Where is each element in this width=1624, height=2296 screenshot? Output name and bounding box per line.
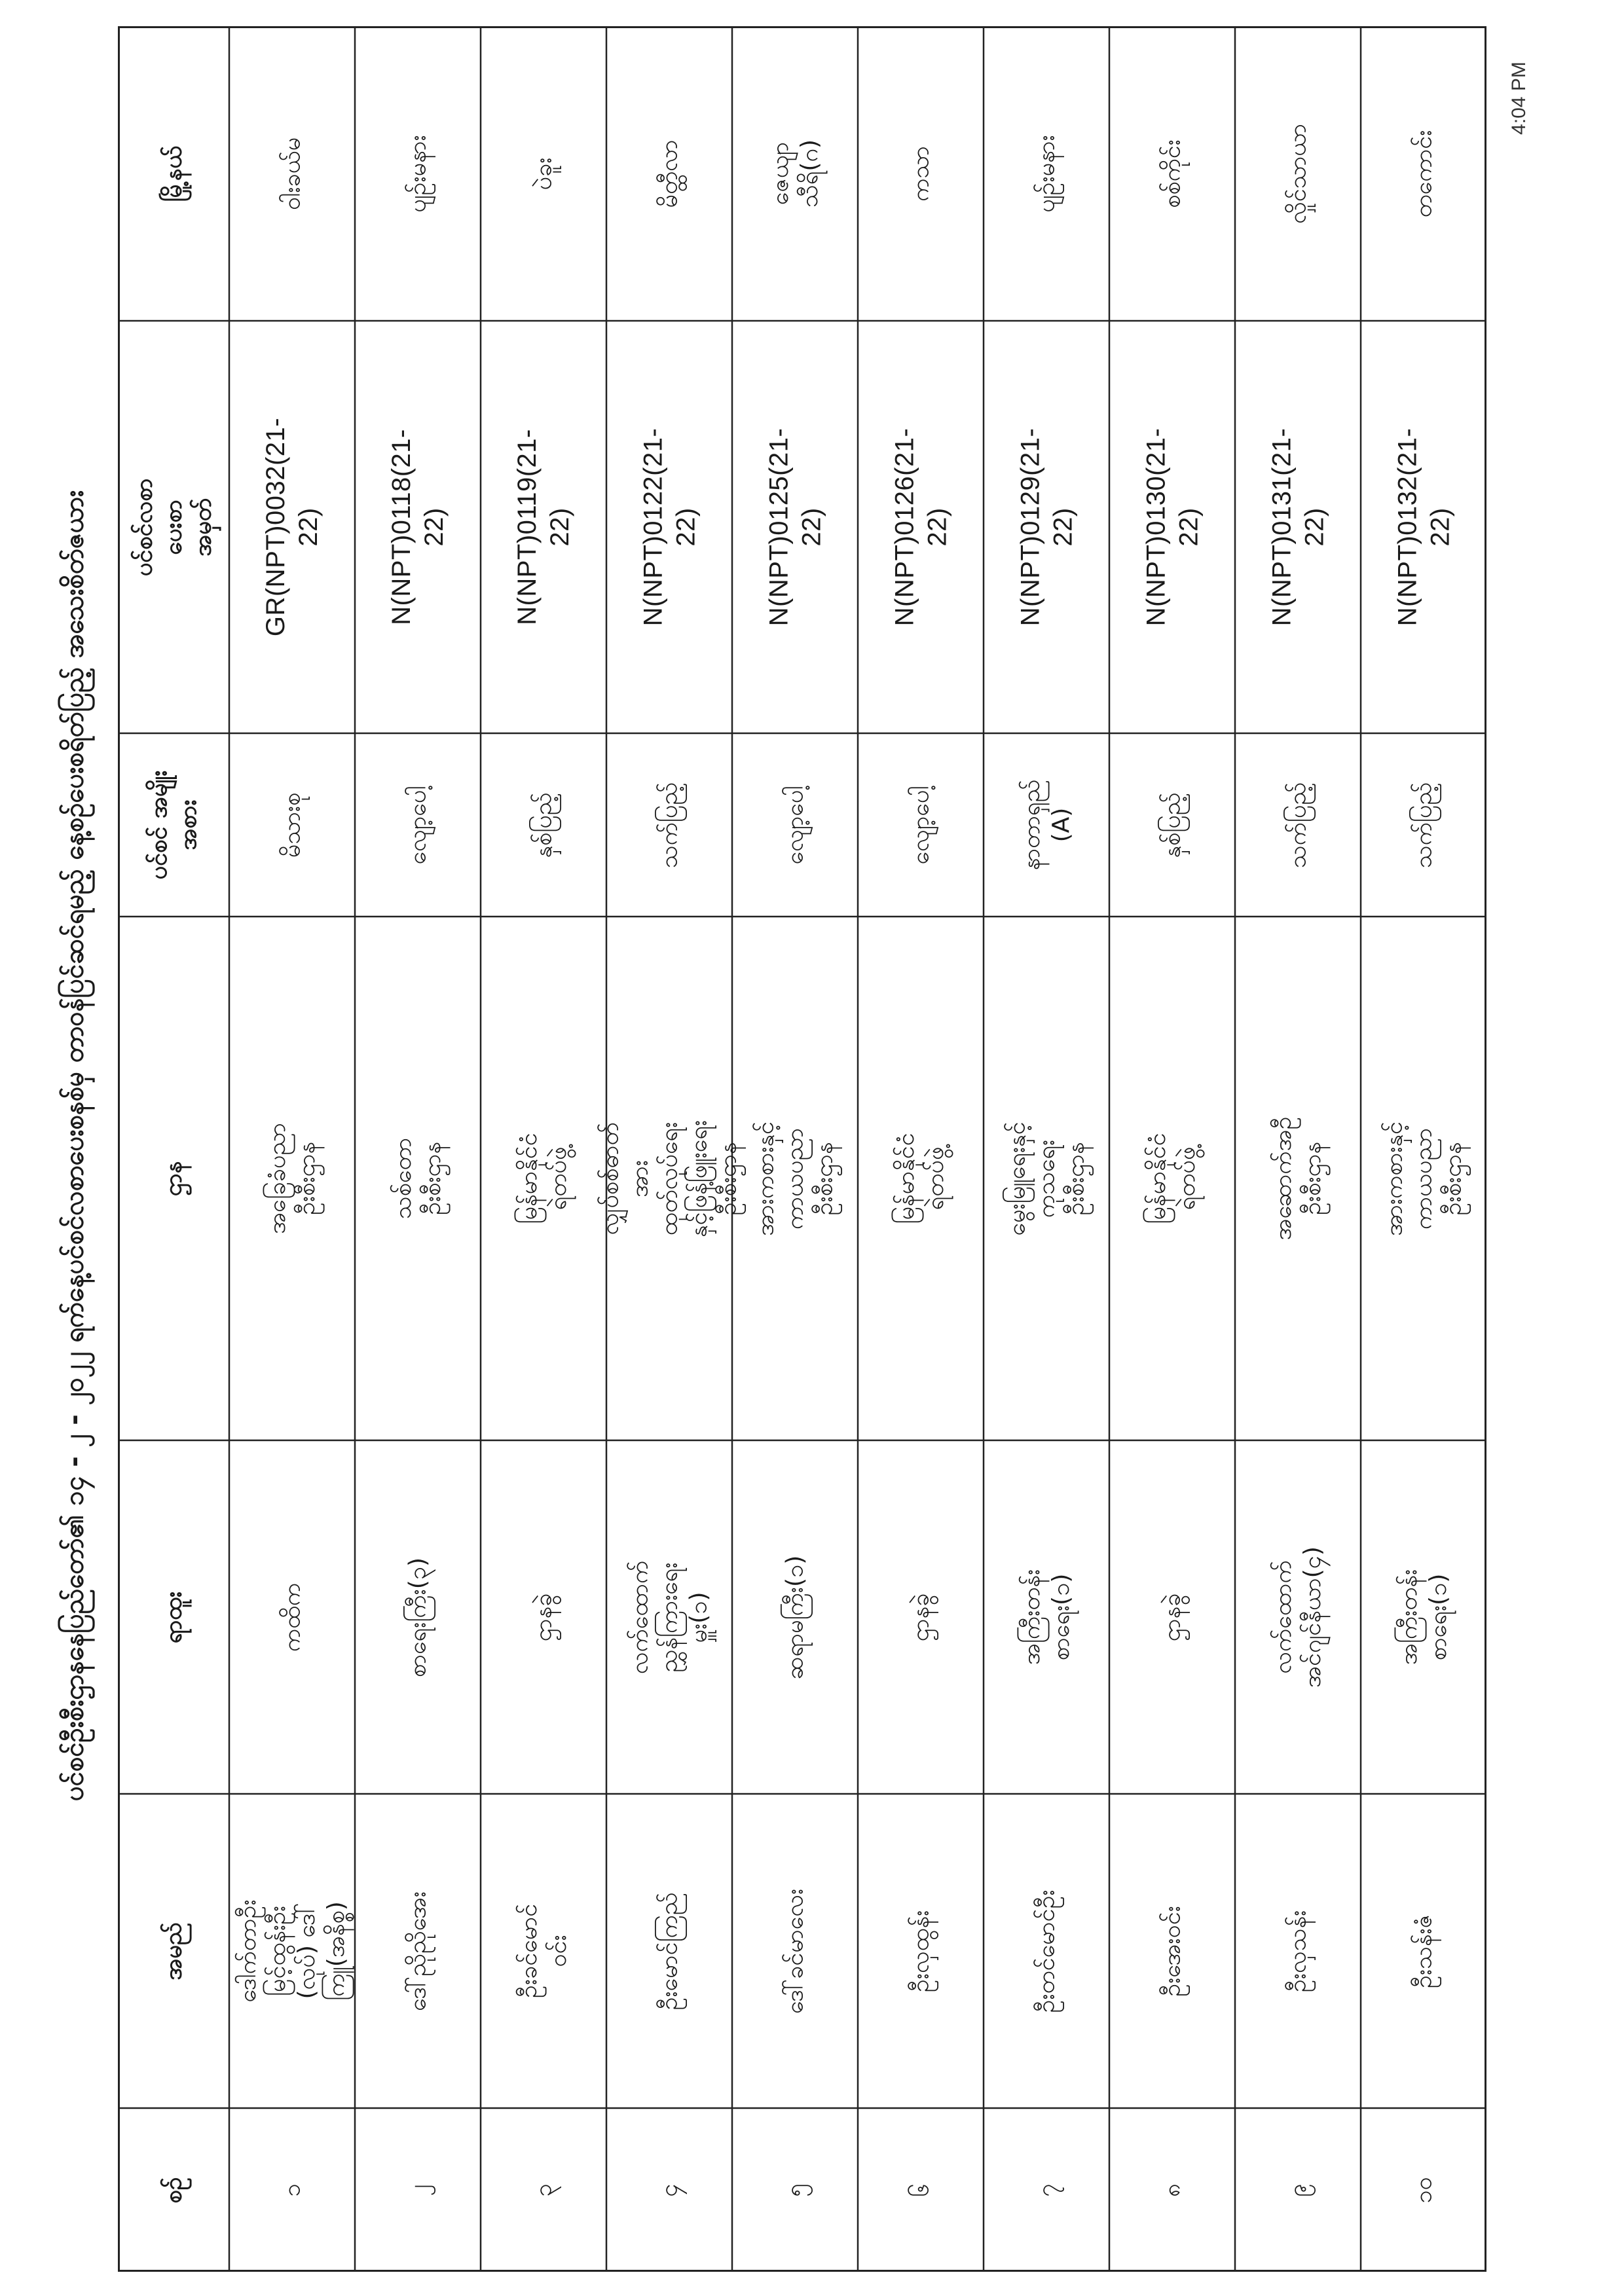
row-6-no <box>858 2108 984 2272</box>
row-1-pension-no-text: GR(NPT)0032(21-22) <box>261 417 323 637</box>
row-5-township <box>732 26 858 321</box>
row-3-township-text: ပဲခူး <box>530 157 557 190</box>
row-2-pension-type <box>355 733 481 917</box>
header-name-text: အမည် <box>160 1922 187 1980</box>
row-7-pension-type-text: နာတာရှည် (A) <box>1018 779 1075 871</box>
row-8-department-text: မြန်မာနိုင်ငံရဲတပ်ဖွဲ့ <box>1144 1133 1200 1224</box>
row-8-name <box>1109 1794 1235 2108</box>
row-5-no-text: ၅ <box>781 2183 809 2197</box>
title-strip <box>41 0 113 2296</box>
row-3-rank-text: ဌာနခွဲ <box>530 1593 557 1641</box>
document-title: ပင်စင်ဦးစီးဌာနနေပြည်တော်၏ ၁၄ - ၂ - ၂၀၂၂ ရက်နေ့ပင်စင်လစာပေးစနစ်မှ တာဝန်ပြင်ဆင်ရမည့် နေ့စဉ်ပေးစရိတ်ပြည့် အသေးစိတ်ဇယား <box>59 490 90 1802</box>
row-10-no-text: ၁၀ <box>1410 2176 1437 2204</box>
row-1-rank-text: ကထိက <box>278 1582 306 1652</box>
row-10-name-text: ဦးသန်းဇံ <box>1410 1914 1437 1988</box>
row-10-rank-text: အကြီးတန်းစာရေး(၁) <box>1395 1569 1452 1666</box>
row-10-township-text: တကောင်း <box>1410 130 1437 217</box>
row-6-department <box>858 917 984 1440</box>
row-1-pension-type-text: မိသားစု <box>278 792 306 858</box>
row-9-no-text: ၉ <box>1284 2183 1312 2197</box>
row-7-department-text: မွေးမြူရေးနှင့်ကုသရေး ဦးစီးဌာန <box>1003 1121 1090 1236</box>
row-10-rank <box>1361 1440 1486 1794</box>
header-pension-no <box>118 321 229 733</box>
row-10-township <box>1361 26 1486 321</box>
row-1-name <box>229 1794 355 2108</box>
row-8-no-text: ၈ <box>1158 2183 1186 2197</box>
row-2-pension-no <box>355 321 481 733</box>
row-10-pension-type <box>1361 733 1486 917</box>
row-4-pension-no-text: N(NPT)0122(21-22) <box>638 428 700 627</box>
row-1-no <box>229 2108 355 2272</box>
row-2-pension-no-text: N(NPT)0118(21-22) <box>387 429 449 625</box>
row-1-pension-no <box>229 321 355 733</box>
row-9-pension-type-text: သက်ပြည့် <box>1284 782 1312 868</box>
header-pension-type <box>118 733 229 917</box>
row-5-department-text: အားကစားနှင့်ကာယပညာဦးစီးဌာန <box>752 1121 838 1236</box>
row-3-rank <box>481 1440 606 1794</box>
row-6-pension-no-text: N(NPT)0126(21-22) <box>890 428 951 627</box>
row-6-department-text: မြန်မာနိုင်ငံရဲတပ်ဖွဲ့ <box>893 1133 949 1224</box>
row-4-department <box>597 917 742 1440</box>
row-6-pension-type <box>858 733 984 917</box>
row-4-pension-type <box>606 733 732 917</box>
row-5-no <box>732 2108 858 2272</box>
row-9-rank <box>1235 1440 1361 1794</box>
row-8-pension-no-text: N(NPT)0130(21-22) <box>1141 428 1203 627</box>
row-9-pension-type <box>1235 733 1361 917</box>
row-3-township <box>481 26 606 321</box>
row-2-no <box>355 2108 481 2272</box>
row-6-pension-type-text: လျော့ပေါ့ <box>907 785 934 865</box>
row-1-no-text: ၁ <box>278 2183 306 2197</box>
row-3-pension-type-text: နှစ်ပြည့် <box>530 792 557 858</box>
print-time: 4:04 PM <box>1508 62 1530 135</box>
row-1-rank <box>229 1440 355 1794</box>
row-6-rank <box>858 1440 984 1794</box>
row-7-rank-text: အကြီးတန်းစာရေး(၁) <box>1018 1569 1075 1666</box>
row-2-rank-text: စာရေးကြီး(၃) <box>404 1557 432 1677</box>
header-department-text: ဌာန <box>160 1161 187 1196</box>
row-8-pension-type-text: နှစ်ပြည့် <box>1158 792 1186 858</box>
row-4-name-text: ဦးမောင်ကြည် <box>655 1891 683 2011</box>
row-5-name <box>732 1794 858 2108</box>
row-6-township <box>858 26 984 321</box>
row-9-rank-text: လက်ထောက်အင်ဂျင်နီယာ(၄) <box>1270 1546 1326 1688</box>
row-9-department-text: အဆောက်အဦဦးစီးဌာန <box>1270 1116 1326 1241</box>
row-5-department <box>732 917 858 1440</box>
row-10-department <box>1361 917 1486 1440</box>
row-8-rank-text: ဌာနခွဲ <box>1158 1593 1186 1641</box>
header-department <box>118 917 229 1440</box>
row-8-pension-no <box>1109 321 1235 733</box>
row-10-name <box>1361 1794 1486 2108</box>
row-2-township-text: ပျဉ်းမနား <box>404 134 432 213</box>
row-4-no-text: ၄ <box>655 2183 683 2197</box>
row-6-township-text: ကသာ <box>907 145 934 202</box>
row-3-name-text: ဦးခင်မောင်ဝင်း <box>515 1903 572 1999</box>
row-4-rank <box>606 1440 732 1794</box>
row-10-department-text: အားကစားနှင့်ကာယပညာဦးစီးဌာန <box>1380 1121 1467 1236</box>
row-5-township-text: ဇေယျာသီရိ(ဂ) <box>767 139 823 208</box>
row-7-name <box>984 1794 1109 2108</box>
row-2-name-text: ဒေါ်ညိုညိုအေး <box>404 1891 432 2011</box>
row-1-township-text: ဝါးခယ်မ <box>278 137 306 210</box>
row-5-rank-text: ဆရာမကြီး(၁) <box>781 1555 809 1679</box>
row-4-pension-no <box>606 321 732 733</box>
row-2-department <box>355 917 481 1440</box>
row-5-pension-no <box>732 321 858 733</box>
header-no <box>118 2108 229 2272</box>
row-5-pension-type <box>732 733 858 917</box>
header-no-text: စဉ် <box>160 2176 187 2204</box>
row-9-department <box>1235 917 1361 1440</box>
row-7-no-text: ၇ <box>1033 2183 1060 2197</box>
row-2-township <box>355 26 481 321</box>
row-9-name <box>1235 1794 1361 2108</box>
row-3-pension-no <box>481 321 606 733</box>
row-2-no-text: ၂ <box>404 2184 432 2196</box>
row-4-department-text: လျှပ်စစ်ဓာတ်အား ထုတ်လုပ်ရေးနှင့်ဖြန့်ဖြူးရေး ဦးစီးဌာန <box>597 1120 742 1237</box>
row-7-township-text: ပျဉ်းမနား <box>1033 134 1060 213</box>
row-3-department <box>481 917 606 1440</box>
row-1-township <box>229 26 355 321</box>
row-4-pension-type-text: သက်ပြည့် <box>655 782 683 868</box>
row-4-township <box>606 26 732 321</box>
row-7-name-text: ဦးတင်မောင်ဦး <box>1033 1889 1060 2013</box>
row-2-rank <box>355 1440 481 1794</box>
pension-table <box>118 26 1486 2272</box>
row-7-rank <box>984 1440 1109 1794</box>
row-8-pension-type <box>1109 733 1235 917</box>
row-1-pension-type <box>229 733 355 917</box>
row-4-no <box>606 2108 732 2272</box>
row-6-name <box>858 1794 984 2108</box>
row-9-township-text: လှိုင်သာယာ <box>1284 123 1312 224</box>
row-8-name-text: ဦးအေးဝင်း <box>1158 1905 1186 1997</box>
row-8-department <box>1109 917 1235 1440</box>
row-1-department <box>229 917 355 1440</box>
row-9-no <box>1235 2108 1361 2272</box>
row-2-pension-type-text: လျော့ပေါ့ <box>404 785 432 865</box>
row-3-department-text: မြန်မာနိုင်ငံရဲတပ်ဖွဲ့ <box>515 1133 572 1224</box>
row-9-township <box>1235 26 1361 321</box>
row-7-no <box>984 2108 1109 2272</box>
row-10-pension-no <box>1361 321 1486 733</box>
row-1-name-text: ဒေါက်တာဦးမြင့်ထွန်းဦး (လုပ်) ဒေါ်ကြူ(အနိစ္စ) <box>234 1899 350 2003</box>
row-6-pension-no <box>858 321 984 733</box>
row-9-pension-no-text: N(NPT)0131(21-22) <box>1267 428 1329 627</box>
row-4-rank-text: လက်ထောက်ညွှန်ကြားရေးမှူး(၁) <box>626 1560 712 1674</box>
row-10-pension-no-text: N(NPT)0132(21-22) <box>1393 428 1454 627</box>
row-5-pension-type-text: လျော့ပေါ့ <box>781 785 809 865</box>
row-9-pension-no <box>1235 321 1361 733</box>
row-3-pension-no-text: N(NPT)0119(21-22) <box>513 429 574 625</box>
row-9-name-text: ဦးလှသန်း <box>1284 1910 1312 1992</box>
row-2-department-text: သစ်တောဦးစီးဌာန <box>390 1137 446 1220</box>
row-5-rank <box>732 1440 858 1794</box>
row-3-pension-type <box>481 733 606 917</box>
header-rank-text: ရာထူး <box>160 1591 187 1643</box>
row-3-name <box>481 1794 606 2108</box>
row-7-department <box>984 917 1109 1440</box>
row-2-name <box>355 1794 481 2108</box>
row-1-department-text: အခြေခံပညာဦးစီးဌာန <box>264 1123 320 1234</box>
row-7-pension-no <box>984 321 1109 733</box>
header-name <box>118 1794 229 2108</box>
row-5-pension-no-text: N(NPT)0125(21-22) <box>764 428 826 627</box>
header-pension-no-text: ပင်စင်လစာပေးစာအမှတ် <box>130 478 217 576</box>
row-6-name-text: ဦးလှထွန်း <box>907 1910 934 1992</box>
row-6-rank-text: ဌာနခွဲ <box>907 1593 934 1641</box>
row-4-name <box>606 1794 732 2108</box>
row-8-township <box>1109 26 1235 321</box>
header-township-text: မြို့နယ် <box>160 145 187 202</box>
row-10-pension-type-text: သက်ပြည့် <box>1410 782 1437 868</box>
header-township <box>118 26 229 321</box>
row-6-no-text: ၆ <box>907 2183 934 2197</box>
header-pension-type-text: ပင်စင် အမျိုးအစား <box>145 770 202 880</box>
row-8-no <box>1109 2108 1235 2272</box>
row-7-pension-no-text: N(NPT)0129(21-22) <box>1016 428 1077 627</box>
row-8-rank <box>1109 1440 1235 1794</box>
row-7-pension-type <box>984 733 1109 917</box>
row-7-township <box>984 26 1109 321</box>
row-3-no-text: ၃ <box>530 2183 557 2197</box>
row-4-township-text: မိတ္ထီလာ <box>655 139 683 208</box>
row-8-township-text: စစ်ကိုင်း <box>1158 139 1186 208</box>
header-rank <box>118 1440 229 1794</box>
row-5-name-text: ဒေါ်ခင်မာလေး <box>781 1888 809 2014</box>
row-3-no <box>481 2108 606 2272</box>
row-10-no <box>1361 2108 1486 2272</box>
